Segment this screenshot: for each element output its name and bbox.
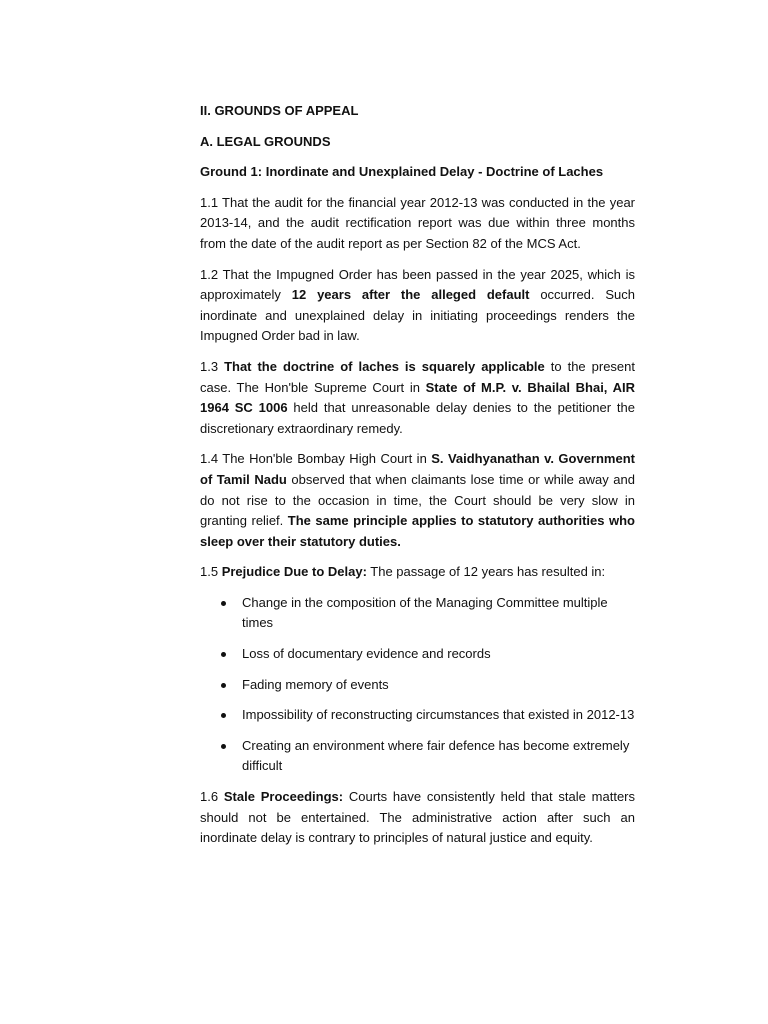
paragraph-1-4: [200, 449, 635, 552]
prejudice-list: [200, 593, 635, 777]
paragraph-1-5-emphasis: Prejudice Due to Delay:: [221, 564, 367, 580]
paragraph-1-2-text-end: occurred. Such inordinate and unexplained delay in initiating proceedings renders the Impugned Order bad in law.: [200, 287, 635, 344]
paragraph-1-2-text: 1.2 That the Impugned Order has been passed in the year 2025, which is approximately: [200, 266, 635, 303]
paragraph-1-2: [200, 265, 635, 347]
paragraph-1-3-text-end: held that unreasonable delay denies to the petitioner the discretionary extraordinary remedy.: [200, 400, 636, 436]
paragraph-1-4-emphasis: The same principle applies to statutory authorities who sleep over their statutory duties.: [200, 513, 635, 549]
paragraph-1-3-text: to the present case. The Hon'ble Supreme Court in: [200, 358, 635, 395]
list-item: [200, 593, 635, 634]
list-item: [200, 675, 635, 696]
paragraph-1-3-citation: State of M.P. v. Bhailal Bhai, AIR 1964 SC 1006: [200, 379, 635, 416]
paragraph-1-4-text: 1.4 The Hon'ble Bombay High Court in: [200, 451, 432, 467]
paragraph-1-5-number: 1.5: [200, 564, 222, 580]
list-item-text: Impossibility of reconstructing circumstances that existed in 2012-13: [242, 707, 635, 723]
paragraph-1-1: 1.1 That the audit for the financial year 2012-13 was conducted in the year 2013-14, and the audit rectification report was due within three months from the date of the audit report as per Section 82 of the MCS Act.: [200, 194, 635, 251]
paragraph-1-6-emphasis: Stale Proceedings:: [223, 789, 344, 805]
paragraph-1-3-number: 1.3: [200, 358, 225, 374]
paragraph-1-4-citation: S. Vaidhyanathan v. Government of Tamil Nadu: [200, 451, 635, 487]
paragraph-1-5: [200, 562, 635, 583]
section-title: II. GROUNDS OF APPEAL: [200, 103, 359, 118]
bullet-icon: [221, 652, 226, 657]
list-item-text: Loss of documentary evidence and records: [242, 646, 491, 662]
bullet-icon: [221, 713, 226, 718]
paragraph-1-6-text: Courts have consistently held that stale matters should not be entertained. The administrative action after such an inordinate delay is contrary to principles of natural justice and equity.: [200, 789, 636, 846]
list-item: [200, 705, 635, 726]
list-item-text: Change in the composition of the Managing Committee multiple times: [242, 594, 608, 631]
ground-title: Ground 1: Inordinate and Unexplained Delay - Doctrine of Laches: [200, 164, 604, 180]
paragraph-1-6: [200, 787, 635, 849]
list-item: [200, 644, 635, 665]
list-item-text: Creating an environment where fair defence has become extremely difficult: [242, 737, 630, 774]
paragraph-1-5-text: The passage of 12 years has resulted in:: [366, 564, 606, 580]
bullet-icon: [221, 683, 226, 688]
paragraph-1-3: [200, 357, 635, 439]
document-page: [200, 101, 635, 859]
paragraph-1-2-emphasis: 12 years after the alleged default: [291, 287, 530, 303]
paragraph-1-6-number: 1.6: [200, 789, 224, 805]
bullet-icon: [221, 744, 226, 749]
bullet-icon: [221, 601, 226, 606]
subsection-title: A. LEGAL GROUNDS: [200, 133, 331, 149]
paragraph-1-4-text-mid: observed that when claimants lose time or while away and do not rise to the occasion in time, the Court should be very slow in granting relief.: [200, 471, 635, 529]
paragraph-1-3-emphasis: That the doctrine of laches is squarely applicable: [224, 358, 545, 374]
list-item-text: Fading memory of events: [242, 676, 389, 692]
list-item: [200, 736, 635, 777]
